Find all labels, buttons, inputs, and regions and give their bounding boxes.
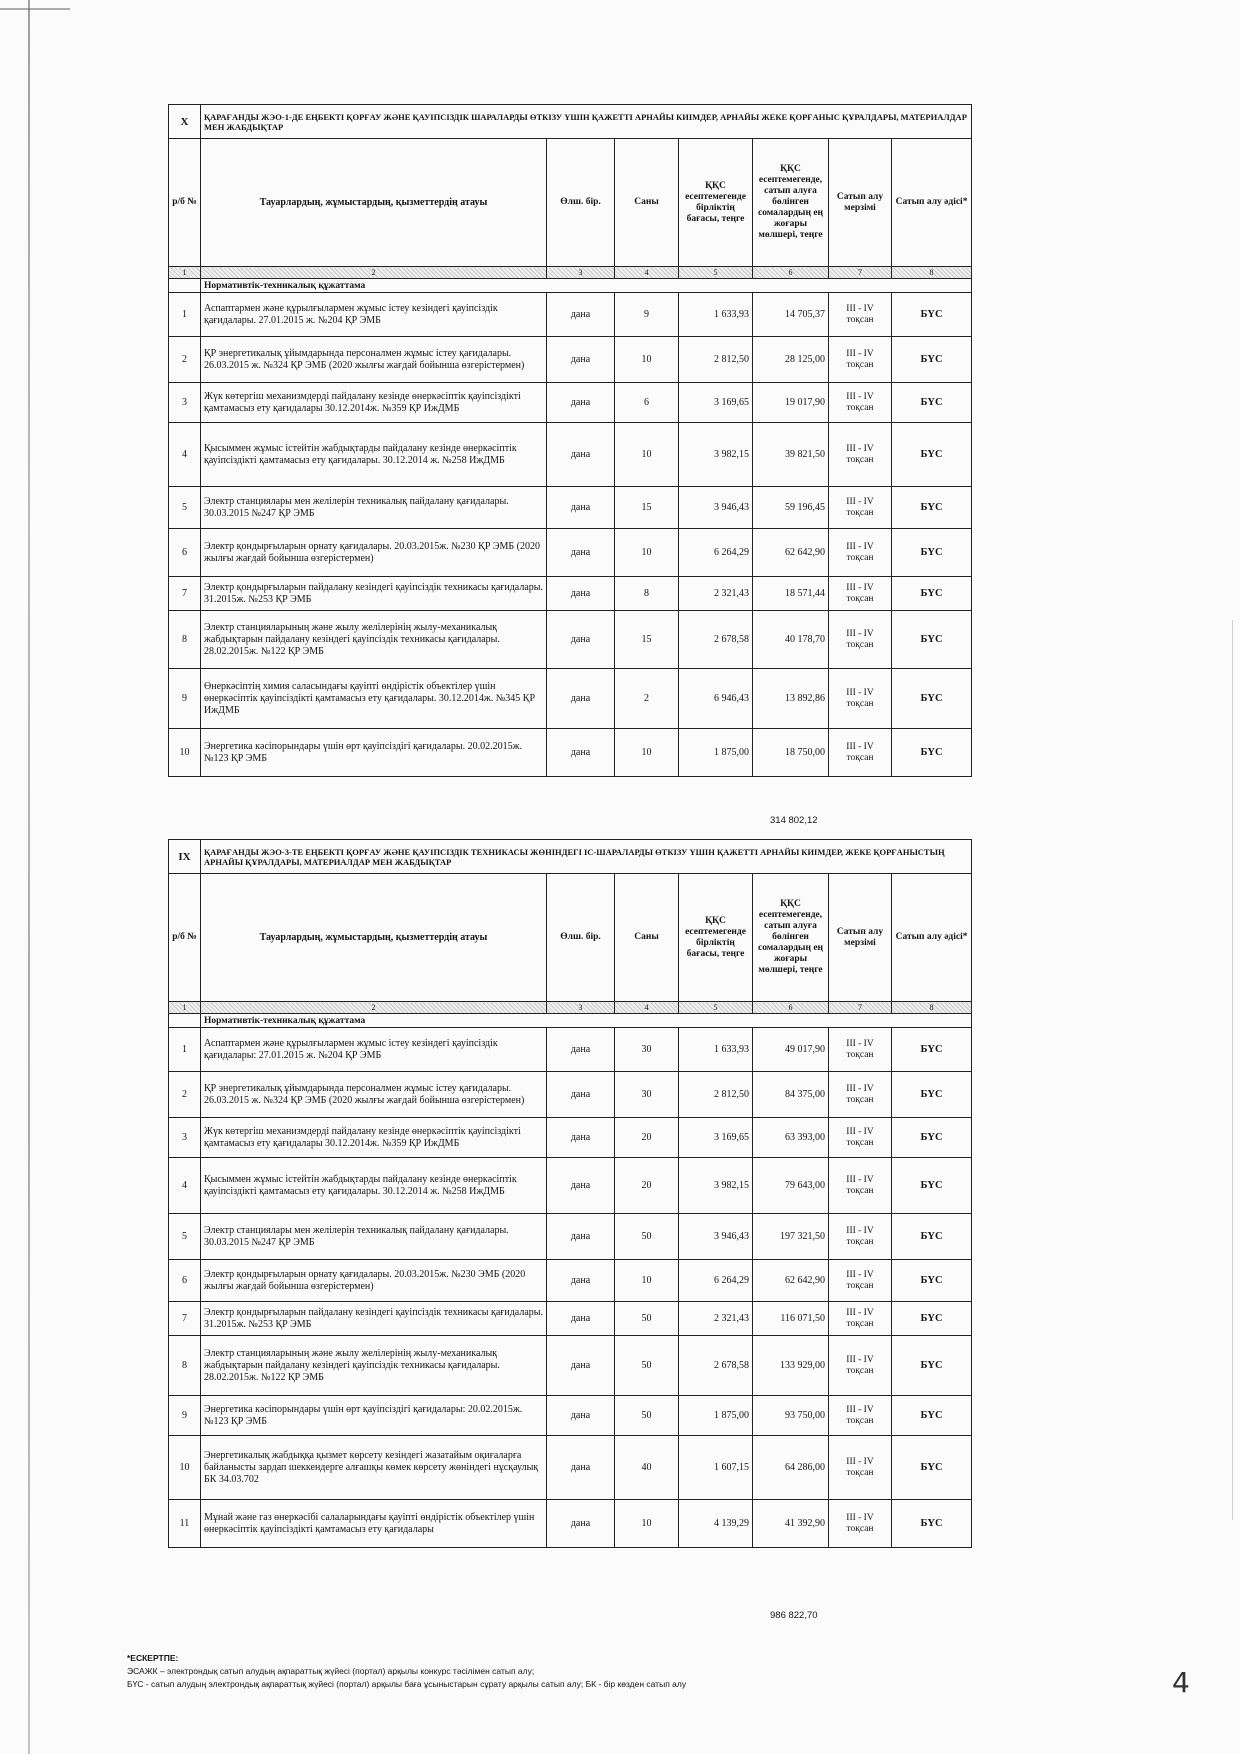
item-name: Өнеркәсіптің химия саласындағы қауіпті өндірістік объектілер үшін өнеркәсіптік қауіпсіздікті қамтамасыз ету қағидалары. 30.12.2014ж. №345 ҚР ИжДМБ <box>201 669 547 729</box>
table-row <box>169 1500 972 1548</box>
item-unit: дана <box>547 383 615 423</box>
item-unit: дана <box>547 487 615 529</box>
item-sum: 18 750,00 <box>753 729 829 777</box>
item-method: БҮС <box>892 423 972 487</box>
row-number: 5 <box>169 1214 201 1260</box>
footnote-line: БҮС - сатып алудың электрондық ақпараттық жүйесі (портал) арқылы баға ұсыныстарын сұрату арқылы сатып алу; БК - бір көзден сатып алу <box>127 1679 687 1689</box>
item-name: Мұнай және газ өнеркәсібі салаларындағы қауіпті өндірістік объектілер үшін өнеркәсіптік қауіпсіздікті қамтамасыз ету қағидалары <box>201 1500 547 1548</box>
item-name: Аспаптармен және құрылғылармен жұмыс істеу кезіндегі қауіпсіздік қағидалары: 27.01.2015 ж. №204 ҚР ЭМБ <box>201 1028 547 1072</box>
row-number: 6 <box>169 529 201 577</box>
item-price: 1 633,93 <box>679 293 753 337</box>
item-qty: 15 <box>615 487 679 529</box>
item-method: БҮС <box>892 1158 972 1214</box>
item-unit: дана <box>547 1302 615 1336</box>
header-unit: Өлш. бір. <box>547 874 615 1002</box>
item-qty: 10 <box>615 529 679 577</box>
item-price: 6 946,43 <box>679 669 753 729</box>
item-sum: 39 821,50 <box>753 423 829 487</box>
item-method: БҮС <box>892 383 972 423</box>
item-qty: 50 <box>615 1214 679 1260</box>
table-row <box>169 529 972 577</box>
table-row <box>169 1118 972 1158</box>
col-number: 5 <box>679 1002 753 1014</box>
table-row <box>169 337 972 383</box>
item-method: БҮС <box>892 1500 972 1548</box>
section-title: ҚАРАҒАНДЫ ЖЭО-3-ТЕ ЕҢБЕКТІ ҚОРҒАУ ЖӘНЕ ҚАУІПСІЗДІК ТЕХНИКАСЫ ЖӨНІНДЕГІ ІС-ШАРАЛАРДЫ ӨТКІЗУ ҮШІН ҚАЖЕТТІ АРНАЙЫ КИІМДЕР, ЖЕКЕ ҚОРҒАНЫСТЫҢ АРНАЙЫ ҚҰРАЛДАРЫ, МАТЕРИАЛДАР МЕН ЖАБДЫҚТАР <box>201 840 972 874</box>
col-number: 7 <box>829 267 892 279</box>
item-name: Энергетикалық жабдыққа қызмет көрсету кезіндегі жазатайым оқиғаларға байланысты зардап шеккендерге алғашқы көмек көрсету жөніндегі нұсқаулық БК 34.03.702 <box>201 1436 547 1500</box>
item-qty: 50 <box>615 1336 679 1396</box>
item-method: БҮС <box>892 1260 972 1302</box>
col-number: 6 <box>753 267 829 279</box>
section-x-total: 314 802,12 <box>770 815 818 826</box>
row-number: 8 <box>169 1336 201 1396</box>
item-sum: 59 196,45 <box>753 487 829 529</box>
item-name: Электр станциялары мен желілерін техникалық пайдалану қағидалары. 30.03.2015 №247 ҚР ЭМБ <box>201 487 547 529</box>
item-price: 3 169,65 <box>679 1118 753 1158</box>
item-term: III - IV тоқсан <box>829 1336 892 1396</box>
item-name: Қысыммен жұмыс істейтін жабдықтарды пайдалану кезінде өнеркәсіптік қауіпсіздікті қамтамасыз ету қағидалары. 30.12.2014 ж. №258 ИжДМБ <box>201 423 547 487</box>
row-number: 9 <box>169 669 201 729</box>
item-price: 2 321,43 <box>679 1302 753 1336</box>
row-number: 10 <box>169 1436 201 1500</box>
item-term: III - IV тоқсан <box>829 611 892 669</box>
header-sum: ҚҚС есептемегенде, сатып алуға бөлінген сомалардың ең жоғары мөлшері, теңге <box>753 139 829 267</box>
item-term: III - IV тоқсан <box>829 729 892 777</box>
item-method: БҮС <box>892 729 972 777</box>
row-number: 1 <box>169 1028 201 1072</box>
item-name: Аспаптармен және құрылғылармен жұмыс істеу кезіндегі қауіпсіздік қағидалары. 27.01.2015 ж. №204 ҚР ЭМБ <box>201 293 547 337</box>
table-row <box>169 1336 972 1396</box>
item-method: БҮС <box>892 611 972 669</box>
item-term: III - IV тоқсан <box>829 337 892 383</box>
item-price: 1 633,93 <box>679 1028 753 1072</box>
item-unit: дана <box>547 669 615 729</box>
item-method: БҮС <box>892 529 972 577</box>
procurement-table-section-x <box>168 104 972 777</box>
item-method: БҮС <box>892 1214 972 1260</box>
item-price: 4 139,29 <box>679 1500 753 1548</box>
table-row <box>169 1214 972 1260</box>
header-qty: Саны <box>615 139 679 267</box>
item-qty: 20 <box>615 1118 679 1158</box>
item-qty: 10 <box>615 337 679 383</box>
item-term: III - IV тоқсан <box>829 423 892 487</box>
item-term: III - IV тоқсан <box>829 1214 892 1260</box>
header-method: Сатып алу әдісі* <box>892 874 972 1002</box>
col-number: 6 <box>753 1002 829 1014</box>
item-name: Энергетика кәсіпорындары үшін өрт қауіпсіздігі қағидалары. 20.02.2015ж. №123 ҚР ЭМБ <box>201 729 547 777</box>
item-unit: дана <box>547 729 615 777</box>
item-price: 1 607,15 <box>679 1436 753 1500</box>
section-title: ҚАРАҒАНДЫ ЖЭО-1-ДЕ ЕҢБЕКТІ ҚОРҒАУ ЖӘНЕ ҚАУІПСІЗДІК ШАРАЛАРДЫ ӨТКІЗУ ҮШІН ҚАЖЕТТІ АРНАЙЫ КИІМДЕР, АРНАЙЫ ЖЕКЕ ҚОРҒАНЫС ҚҰРАЛДАРЫ, МАТЕРИАЛДАР МЕН ЖАБДЫҚТАР <box>201 105 972 139</box>
handwritten-page-number: 4 <box>1172 1666 1190 1699</box>
header-name: Тауарлардың, жұмыстардың, қызметтердің атауы <box>201 874 547 1002</box>
item-name: Жүк көтергіш механизмдерді пайдалану кезінде өнеркәсіптік қауіпсіздікті қамтамасыз ету қағидалары 30.12.2014ж. №359 ҚР ИжДМБ <box>201 1118 547 1158</box>
table-row <box>169 1072 972 1118</box>
header-unit: Өлш. бір. <box>547 139 615 267</box>
row-number: 3 <box>169 383 201 423</box>
scan-artifact-right <box>1232 620 1233 1520</box>
table-row <box>169 729 972 777</box>
col-number: 7 <box>829 1002 892 1014</box>
item-term: III - IV тоқсан <box>829 383 892 423</box>
table-row <box>169 383 972 423</box>
item-unit: дана <box>547 1028 615 1072</box>
item-name: Электр станцияларының және жылу желілерінің жылу-механикалық жабдықтарын пайдалану кезіндегі қауіпсіздік техникасы қағидалары. 28.02.2015ж. №122 ҚР ЭМБ <box>201 611 547 669</box>
item-price: 3 169,65 <box>679 383 753 423</box>
table-row <box>169 1260 972 1302</box>
item-name: Электр станциялары мен желілерін техникалық пайдалану қағидалары. 30.03.2015 №247 ҚР ЭМБ <box>201 1214 547 1260</box>
subhead-title: Нормативтік-техникалық құжаттама <box>201 1014 972 1028</box>
item-price: 3 946,43 <box>679 1214 753 1260</box>
item-unit: дана <box>547 293 615 337</box>
section-number: X <box>169 105 201 139</box>
table-row <box>169 1436 972 1500</box>
item-qty: 15 <box>615 611 679 669</box>
item-name: Жүк көтергіш механизмдерді пайдалану кезінде өнеркәсіптік қауіпсіздікті қамтамасыз ету қағидалары 30.12.2014ж. №359 ҚР ИжДМБ <box>201 383 547 423</box>
item-qty: 10 <box>615 729 679 777</box>
item-sum: 13 892,86 <box>753 669 829 729</box>
item-unit: дана <box>547 577 615 611</box>
item-term: III - IV тоқсан <box>829 1396 892 1436</box>
scan-artifact-top <box>0 8 70 10</box>
item-qty: 40 <box>615 1436 679 1500</box>
item-price: 6 264,29 <box>679 1260 753 1302</box>
item-name: Энергетика кәсіпорындары үшін өрт қауіпсіздігі қағидалары: 20.02.2015ж. №123 ҚР ЭМБ <box>201 1396 547 1436</box>
item-qty: 9 <box>615 293 679 337</box>
item-unit: дана <box>547 1072 615 1118</box>
footnote-line: ЭСАЖК – электрондық сатып алудың ақпараттық жүйесі (портал) арқылы конкурс тәсілімен сатып алу; <box>127 1666 535 1676</box>
col-number: 4 <box>615 267 679 279</box>
item-sum: 79 643,00 <box>753 1158 829 1214</box>
item-sum: 93 750,00 <box>753 1396 829 1436</box>
item-term: III - IV тоқсан <box>829 1158 892 1214</box>
item-sum: 63 393,00 <box>753 1118 829 1158</box>
item-qty: 6 <box>615 383 679 423</box>
table-row <box>169 1302 972 1336</box>
item-name: Электр қондырғыларын пайдалану кезіндегі қауіпсіздік техникасы қағидалары. 31.2015ж. №253 ҚР ЭМБ <box>201 577 547 611</box>
item-method: БҮС <box>892 1072 972 1118</box>
header-name: Тауарлардың, жұмыстардың, қызметтердің атауы <box>201 139 547 267</box>
table-row <box>169 577 972 611</box>
item-name: Электр қондырғыларын орнату қағидалары. 20.03.2015ж. №230 ҚР ЭМБ (2020 жылғы жағдай бойынша өзгерістермен) <box>201 529 547 577</box>
item-qty: 50 <box>615 1396 679 1436</box>
item-term: III - IV тоқсан <box>829 1118 892 1158</box>
item-sum: 41 392,90 <box>753 1500 829 1548</box>
row-number: 2 <box>169 337 201 383</box>
item-name: ҚР энергетикалық ұйымдарында персоналмен жұмыс істеу қағидалары. 26.03.2015 ж. №324 ҚР ЭМБ (2020 жылғы жағдай бойынша өзгерістермен) <box>201 1072 547 1118</box>
item-unit: дана <box>547 337 615 383</box>
item-term: III - IV тоқсан <box>829 577 892 611</box>
item-method: БҮС <box>892 293 972 337</box>
item-sum: 133 929,00 <box>753 1336 829 1396</box>
col-number: 8 <box>892 267 972 279</box>
row-number: 9 <box>169 1396 201 1436</box>
item-unit: дана <box>547 1436 615 1500</box>
header-term: Сатып алу мерзімі <box>829 874 892 1002</box>
subhead-title: Нормативтік-техникалық құжаттама <box>201 279 972 293</box>
table-row <box>169 293 972 337</box>
item-method: БҮС <box>892 1028 972 1072</box>
table-row <box>169 1158 972 1214</box>
col-number: 3 <box>547 267 615 279</box>
footnotes <box>127 1652 686 1691</box>
item-name: Электр қондырғыларын пайдалану кезіндегі қауіпсіздік техникасы қағидалары. 31.2015ж. №253 ҚР ЭМБ <box>201 1302 547 1336</box>
item-term: III - IV тоқсан <box>829 529 892 577</box>
item-unit: дана <box>547 1214 615 1260</box>
header-qty: Саны <box>615 874 679 1002</box>
col-number: 4 <box>615 1002 679 1014</box>
col-number: 2 <box>201 267 547 279</box>
item-name: ҚР энергетикалық ұйымдарында персоналмен жұмыс істеу қағидалары. 26.03.2015 ж. №324 ҚР ЭМБ (2020 жылғы жағдай бойынша өзгерістермен) <box>201 337 547 383</box>
table-row <box>169 1028 972 1072</box>
item-qty: 2 <box>615 669 679 729</box>
item-sum: 28 125,00 <box>753 337 829 383</box>
col-number: 1 <box>169 267 201 279</box>
item-term: III - IV тоқсан <box>829 1028 892 1072</box>
item-sum: 49 017,90 <box>753 1028 829 1072</box>
item-unit: дана <box>547 1260 615 1302</box>
item-unit: дана <box>547 1158 615 1214</box>
item-term: III - IV тоқсан <box>829 1436 892 1500</box>
item-term: III - IV тоқсан <box>829 1072 892 1118</box>
item-sum: 197 321,50 <box>753 1214 829 1260</box>
item-method: БҮС <box>892 1336 972 1396</box>
item-qty: 10 <box>615 1500 679 1548</box>
item-method: БҮС <box>892 1436 972 1500</box>
item-qty: 50 <box>615 1302 679 1336</box>
item-term: III - IV тоқсан <box>829 487 892 529</box>
item-qty: 10 <box>615 1260 679 1302</box>
item-term: III - IV тоқсан <box>829 1260 892 1302</box>
row-number: 1 <box>169 293 201 337</box>
item-qty: 20 <box>615 1158 679 1214</box>
table-row <box>169 611 972 669</box>
item-sum: 18 571,44 <box>753 577 829 611</box>
item-price: 2 812,50 <box>679 1072 753 1118</box>
col-number: 8 <box>892 1002 972 1014</box>
table-row <box>169 1396 972 1436</box>
item-unit: дана <box>547 1500 615 1548</box>
col-number: 5 <box>679 267 753 279</box>
item-term: III - IV тоқсан <box>829 1302 892 1336</box>
item-sum: 84 375,00 <box>753 1072 829 1118</box>
header-term: Сатып алу мерзімі <box>829 139 892 267</box>
row-number: 6 <box>169 1260 201 1302</box>
item-term: III - IV тоқсан <box>829 1500 892 1548</box>
col-number: 1 <box>169 1002 201 1014</box>
item-method: БҮС <box>892 669 972 729</box>
item-unit: дана <box>547 529 615 577</box>
row-number: 4 <box>169 1158 201 1214</box>
item-price: 1 875,00 <box>679 729 753 777</box>
item-unit: дана <box>547 1396 615 1436</box>
col-number: 3 <box>547 1002 615 1014</box>
item-method: БҮС <box>892 1396 972 1436</box>
item-price: 1 875,00 <box>679 1396 753 1436</box>
row-number: 7 <box>169 577 201 611</box>
item-name: Электр станцияларының және жылу желілерінің жылу-механикалық жабдықтарын пайдалану кезіндегі қауіпсіздік техникасы қағидалары. 28.02.2015ж. №122 ҚР ЭМБ <box>201 1336 547 1396</box>
item-price: 2 321,43 <box>679 577 753 611</box>
table-row <box>169 669 972 729</box>
item-sum: 62 642,90 <box>753 529 829 577</box>
footnotes-title: *ЕСКЕРТПЕ: <box>127 1653 179 1663</box>
row-number: 3 <box>169 1118 201 1158</box>
item-method: БҮС <box>892 487 972 529</box>
item-name: Электр қондырғыларын орнату қағидалары. 20.03.2015ж. №230 ЭМБ (2020 жылғы жағдай бойынша өзгерістермен) <box>201 1260 547 1302</box>
item-qty: 30 <box>615 1028 679 1072</box>
item-qty: 8 <box>615 577 679 611</box>
section-number: IX <box>169 840 201 874</box>
item-qty: 10 <box>615 423 679 487</box>
col-number: 2 <box>201 1002 547 1014</box>
item-sum: 116 071,50 <box>753 1302 829 1336</box>
item-qty: 30 <box>615 1072 679 1118</box>
row-number: 10 <box>169 729 201 777</box>
row-number: 11 <box>169 1500 201 1548</box>
item-sum: 19 017,90 <box>753 383 829 423</box>
item-sum: 62 642,90 <box>753 1260 829 1302</box>
row-number: 7 <box>169 1302 201 1336</box>
item-sum: 40 178,70 <box>753 611 829 669</box>
header-price: ҚҚС есептемегенде бірліктің бағасы, теңге <box>679 139 753 267</box>
table-row <box>169 423 972 487</box>
item-price: 3 946,43 <box>679 487 753 529</box>
header-num: р/б № <box>169 139 201 267</box>
item-method: БҮС <box>892 1302 972 1336</box>
header-num: р/б № <box>169 874 201 1002</box>
item-unit: дана <box>547 611 615 669</box>
item-method: БҮС <box>892 337 972 383</box>
item-method: БҮС <box>892 1118 972 1158</box>
table-row <box>169 487 972 529</box>
header-price: ҚҚС есептемегенде бірліктің бағасы, теңге <box>679 874 753 1002</box>
procurement-table-section-ix <box>168 839 972 1548</box>
subhead-marker <box>169 1014 201 1028</box>
item-unit: дана <box>547 1118 615 1158</box>
item-sum: 64 286,00 <box>753 1436 829 1500</box>
item-price: 2 678,58 <box>679 611 753 669</box>
section-ix-total: 986 822,70 <box>770 1610 818 1621</box>
item-name: Қысыммен жұмыс істейтін жабдықтарды пайдалану кезінде өнеркәсіптік қауіпсіздікті қамтамасыз ету қағидалары. 30.12.2014 ж. №258 ИжДМБ <box>201 1158 547 1214</box>
item-method: БҮС <box>892 577 972 611</box>
item-term: III - IV тоқсан <box>829 293 892 337</box>
header-sum: ҚҚС есептемегенде, сатып алуға бөлінген сомалардың ең жоғары мөлшері, теңге <box>753 874 829 1002</box>
item-sum: 14 705,37 <box>753 293 829 337</box>
item-price: 3 982,15 <box>679 1158 753 1214</box>
row-number: 8 <box>169 611 201 669</box>
header-method: Сатып алу әдісі* <box>892 139 972 267</box>
item-unit: дана <box>547 423 615 487</box>
row-number: 4 <box>169 423 201 487</box>
item-price: 6 264,29 <box>679 529 753 577</box>
item-term: III - IV тоқсан <box>829 669 892 729</box>
item-price: 2 678,58 <box>679 1336 753 1396</box>
row-number: 5 <box>169 487 201 529</box>
subhead-marker <box>169 279 201 293</box>
item-price: 2 812,50 <box>679 337 753 383</box>
item-unit: дана <box>547 1336 615 1396</box>
item-price: 3 982,15 <box>679 423 753 487</box>
scan-artifact-left <box>28 0 30 1754</box>
row-number: 2 <box>169 1072 201 1118</box>
